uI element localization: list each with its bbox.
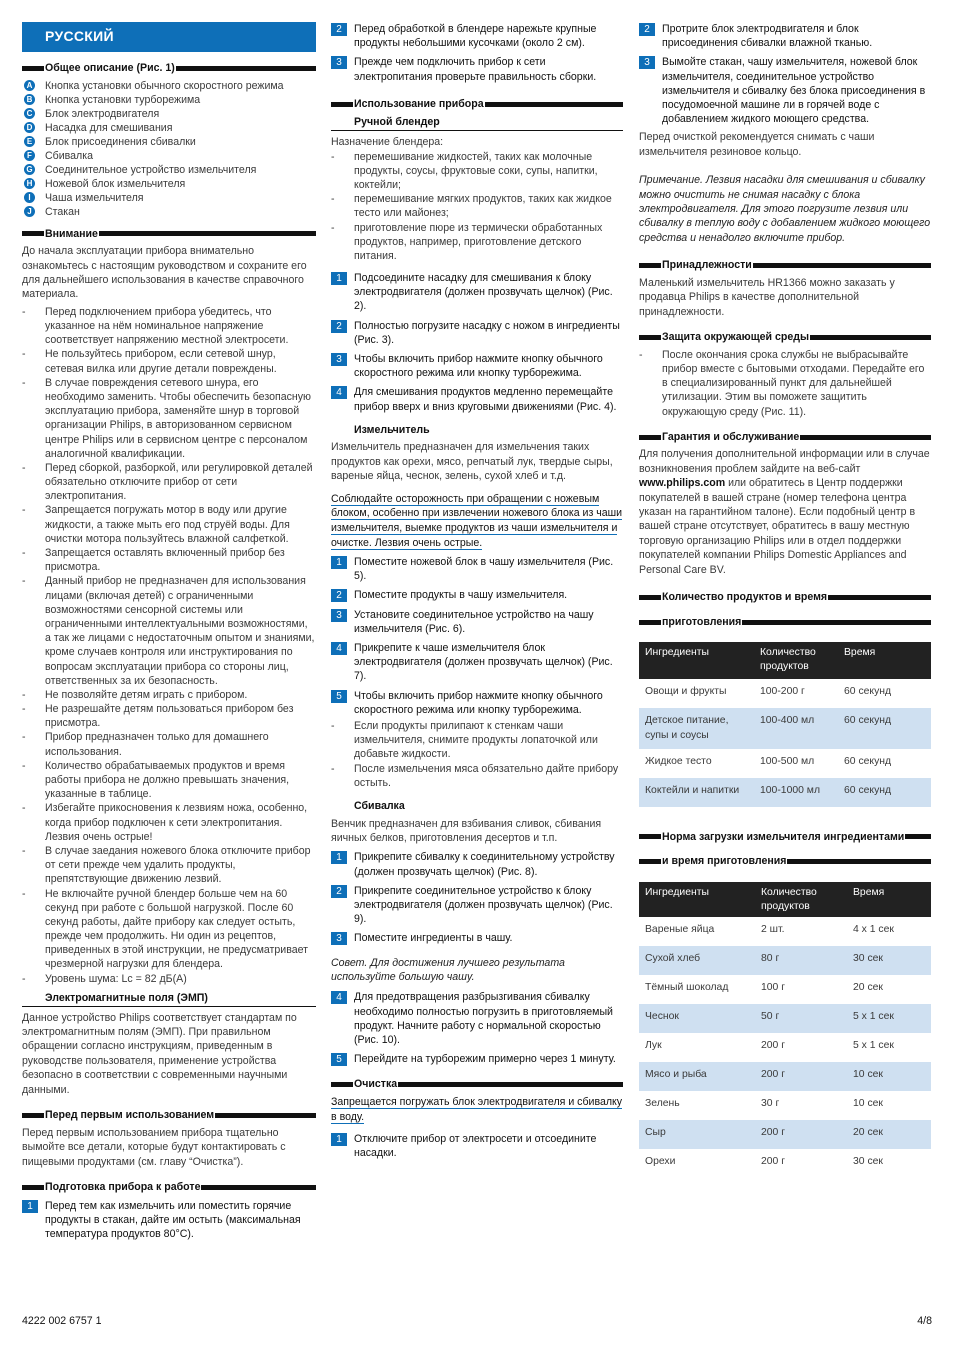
table-cell: 2 шт. (761, 924, 785, 936)
table-cell: 30 сек (853, 1156, 883, 1168)
part-item (22, 191, 316, 205)
instruction-step (331, 689, 623, 717)
step-number: 1 (331, 556, 347, 569)
table2-heading-line2: и время приготовления (639, 855, 931, 868)
step-number: 5 (331, 690, 347, 703)
table-cell: 30 г (761, 1098, 780, 1110)
table-cell: 60 секунд (844, 755, 892, 767)
instruction-step (331, 555, 623, 583)
emf-text: Данное устройство Philips соответствует стандартам по электромагнитным полям (ЭМП). При правильном обращении согласно инструкциям, приведенным в руководстве пользователя, применение устройства безопасно в соответствии с современными научными данными. (22, 1011, 297, 1096)
table-row (639, 1120, 931, 1149)
step-number: 3 (331, 932, 347, 945)
table-header: Время (847, 882, 931, 917)
warning-item: - Не пользуйтесь прибором, если сетевой шнур, сетевая вилка или другие детали повреждены. (22, 347, 316, 375)
step-text: Поместите ингредиенты в чашу. (354, 932, 513, 945)
table-cell: 20 сек (853, 982, 883, 994)
whisk-steps (331, 850, 623, 945)
part-letter-icon: C (24, 108, 35, 119)
chopper-note: - Если продукты прилипают к стенкам чаши измельчителя, снимите продукты лопаточкой или добавьте жидкости. (331, 719, 623, 762)
part-item (22, 107, 316, 121)
warning-item: - Запрещается погружать мотор в воду или другие жидкости, а также мыть его под струёй воды. Для очистки мотора пользуйтесь влажной салфеткой. (22, 503, 316, 546)
table-cell: Тёмный шоколад (645, 982, 729, 994)
table1-heading: Количество продуктов и время (639, 591, 931, 604)
table-cell: 10 сек (847, 1062, 931, 1091)
hand-blender-list (331, 150, 623, 264)
step-text: Подсоедините насадку для смешивания к блоку электродвигателя (должен прозвучать щелчок) (Рис. 2). (354, 272, 613, 313)
cleaning-note: Примечание. Лезвия насадки для смешивания и сбивалку можно очистить не снимая насадку с блока электродвигателя. Для этого погрузите лезвия или сбивалку в теплую воду с добавлением жидкого моющего средства и ненадолго включите прибор. (639, 174, 931, 244)
table-cell: 60 секунд (838, 778, 931, 807)
table-row (639, 778, 931, 807)
step-text: Перейдите на турборежим примерно через 1 минуту. (354, 1053, 616, 1066)
step-text: Установите соединительное устройство на чашу измельчителя (Рис. 6). (354, 608, 594, 635)
table-cell: 60 секунд (838, 708, 931, 748)
emf-heading: Электромагнитные поля (ЭМП) (22, 992, 316, 1007)
step-number: 4 (331, 642, 347, 655)
table-cell: Чеснок (639, 1004, 755, 1033)
table-header: Ингредиенты (639, 882, 755, 917)
instruction-step (331, 385, 623, 413)
table-row (639, 708, 931, 748)
table-row (639, 1091, 931, 1120)
warning-item: - Не разрешайте детям пользоваться прибором без присмотра. (22, 702, 316, 730)
section-first-use-heading: Перед первым использованием (22, 1109, 316, 1122)
part-label: Ножевой блок измельчителя (45, 178, 186, 191)
table-cell: 80 г (755, 946, 847, 975)
step-number: 4 (331, 386, 347, 399)
table-header: Время (838, 642, 931, 679)
part-label: Соединительное устройство измельчителя (45, 164, 257, 177)
warning-item: - Не включайте ручной блендер больше чем на 60 секунд при работе с большой нагрузкой. После 60 секунд работы, дайте прибору как следует остыть, прежде чем продолжить. Ни один из рецептов, приведенных в этой инструкции, не предусматривает чрезмерной нагрузки для блендера. (22, 887, 316, 972)
table1-heading-line2: приготовления (639, 616, 931, 629)
whisk-tip: Совет. Для достижения лучшего результата используйте большую чашу. (331, 956, 565, 983)
table-cell: Зелень (645, 1098, 680, 1110)
warning-list (22, 305, 316, 986)
table-row (639, 917, 931, 946)
hand-blender-heading: Ручной блендер (331, 116, 623, 131)
step-text: Для смешивания продуктов медленно перемещайте прибор вверх и вниз круговыми движениями (Рис. 4). (354, 386, 617, 413)
step-number: 1 (331, 851, 347, 864)
part-item (22, 79, 316, 93)
instruction-step (331, 271, 623, 314)
environment-item: - После окончания срока службы не выбрасывайте прибор вместе с бытовыми отходами. Передайте его в специализированный пункт для дальнейшей утилизации. Этим вы поможете защитить окружающую среду (Рис. 11). (639, 348, 931, 419)
warning-item: - Количество обрабатываемых продуктов и время работы прибора не должно превышать значения, указанные в таблице. (22, 759, 316, 802)
table-row (639, 749, 931, 778)
step-text: Поместите продукты в чашу измельчителя. (354, 589, 568, 602)
table-cell: 200 г (761, 1156, 786, 1168)
warning-intro: До начала эксплуатации прибора внимательно ознакомьтесь с настоящим руководством и сохраните его для дальнейшего использования в качестве справочного материала. (22, 245, 307, 301)
step-number: 5 (331, 1053, 347, 1066)
table-cell: Мясо и рыба (639, 1062, 755, 1091)
step-number: 4 (331, 991, 347, 1004)
part-letter-icon: I (24, 192, 35, 203)
step-text: Поместите ножевой блок в чашу измельчителя (Рис. 5). (354, 556, 614, 583)
section-guarantee-heading: Гарантия и обслуживание (639, 431, 931, 444)
part-label: Кнопка установки турборежима (45, 93, 201, 106)
part-item (22, 177, 316, 191)
warning-item: - Избегайте прикосновения к лезвиям ножа, особенно, когда прибор подключен к сети электропитания. Лезвия очень острые! (22, 801, 316, 844)
whisk-intro: Венчик предназначен для взбивания сливок, сбивания яичных белков, приготовления десертов и т.п. (331, 817, 602, 845)
instruction-step (331, 990, 623, 1047)
first-use-text: Перед первым использованием прибора тщательно вымойте все детали, которые будут контактировать с пищевыми продуктами (см. главу “Очистка”). (22, 1126, 286, 1168)
chopper-note: - После измельчения мяса обязательно дайте прибору остыть. (331, 762, 623, 790)
table-cell: 5 x 1 сек (847, 1004, 931, 1033)
document-code: 4222 002 6757 1 (22, 1315, 102, 1327)
section-usage-heading: Использование прибора (331, 98, 623, 111)
part-item (22, 205, 316, 219)
warning-item: - Данный прибор не предназначен для использования лицами (включая детей) с ограниченными возможностями сенсорной системы или ограниченными интеллектуальными возможностями, а так же лицами с недостаточным опытом и знаниями, кроме случаев контроля или инструктирования по вопросам эксплуатации прибора со стороны лиц, ответственных за их безопасность. (22, 574, 316, 688)
whisk-steps-2 (331, 990, 623, 1066)
table-cell: 60 секунд (844, 686, 892, 698)
step-text: Прикрепите соединительное устройство к блоку электродвигателя (должен прозвучать щелчок) (Рис. 9). (354, 884, 613, 926)
table-cell: Сухой хлеб (639, 946, 755, 975)
part-letter-icon: D (24, 122, 35, 133)
hand-blender-purpose: - перемешивание мягких продуктов, таких как жидкое тесто или майонез; (331, 192, 623, 220)
table-row (639, 1062, 931, 1091)
part-item (22, 93, 316, 107)
table-row (639, 975, 931, 1004)
prep-step: 2 Перед обработкой в блендере нарежьте крупные продукты небольшими кусочками (около 2 см). (331, 22, 623, 50)
part-label: Сбивалка (45, 150, 93, 163)
parts-list (22, 79, 316, 220)
part-letter-icon: G (24, 164, 35, 175)
step-text: Чтобы включить прибор нажмите кнопку обычного скоростного режима или кнопку турборежима. (354, 353, 603, 380)
table-cell: Орехи (645, 1156, 676, 1168)
table-cell: 100 г (761, 982, 786, 994)
section-accessories-heading: Принадлежности (639, 259, 931, 272)
cleaning-after: Перед очисткой рекомендуется снимать с чаши измельчителя резиновое кольцо. (639, 131, 875, 158)
warning-item: - Запрещается оставлять включенный прибор без присмотра. (22, 546, 316, 574)
section-general-heading: Общее описание (Рис. 1) (22, 62, 316, 75)
table-cell: 20 сек (847, 1120, 931, 1149)
table-cell: 30 сек (847, 946, 931, 975)
section-cleaning-heading: Очистка (331, 1078, 623, 1091)
clean-step: 1 Отключите прибор от электросети и отсоедините насадки. (331, 1132, 623, 1160)
step-number: 3 (331, 353, 347, 366)
table-header: Ингредиенты (639, 642, 754, 679)
section-warning-heading: Внимание (22, 228, 316, 241)
step-text: Прикрепите к чаше измельчителя блок электродвигателя (должен прозвучать щелчок) (Рис. 7). (354, 642, 613, 683)
table-cell: 5 x 1 сек (853, 1040, 894, 1052)
table-cell: Вареные яйца (645, 924, 715, 936)
table-cell: 10 сек (853, 1098, 883, 1110)
part-letter-icon: H (24, 178, 35, 189)
step-number: 2 (331, 320, 347, 333)
table-cell: 50 г (755, 1004, 847, 1033)
column-2 (331, 22, 623, 1165)
column-3 (639, 22, 931, 1194)
table-row (639, 1033, 931, 1062)
hand-blender-purpose: - перемешивание жидкостей, таких как молочные продукты, соусы, фруктовые соки, супы, напитки, коктейли; (331, 150, 623, 193)
instruction-step (331, 1052, 623, 1066)
table-header: Количество продуктов (755, 882, 847, 917)
instruction-step (331, 641, 623, 684)
part-letter-icon: E (24, 136, 35, 147)
part-letter-icon: A (24, 80, 35, 91)
part-label: Чаша измельчителя (45, 192, 144, 205)
table-row (639, 1149, 931, 1178)
table-cell: 100-500 мл (760, 755, 815, 767)
prep-step: 1 Перед тем как измельчить или поместить горячие продукты в стакан, дайте им остыть (максимальная температура продуктов 80°C). (22, 1199, 316, 1242)
whisk-heading: Сбивалка (354, 799, 405, 812)
table-row (639, 946, 931, 975)
table-row (639, 1004, 931, 1033)
part-label: Стакан (45, 206, 80, 219)
warning-item: - Не позволяйте детям играть с прибором. (22, 688, 316, 702)
part-label: Блок электродвигателя (45, 107, 160, 120)
part-letter-icon: F (24, 150, 35, 161)
section-preparation-heading: Подготовка прибора к работе (22, 1181, 316, 1194)
clean-step: 2 Протрите блок электродвигателя и блок присоединения сбивалки влажной тканью. (639, 22, 931, 50)
part-item (22, 135, 316, 149)
part-item (22, 163, 316, 177)
hand-blender-steps (331, 271, 623, 414)
prep-step: 3 Прежде чем подключить прибор к сети электропитания проверьте правильность сборки. (331, 55, 623, 83)
instruction-step (331, 931, 623, 945)
step-number: 2 (331, 589, 347, 602)
part-item (22, 149, 316, 163)
table-cell: Сыр (639, 1120, 755, 1149)
table-cell: 100-200 г (760, 686, 805, 698)
section-environment-heading: Защита окружающей среды (639, 331, 931, 344)
clean-step: 3 Вымойте стакан, чашу измельчителя, ножевой блок измельчителя, соединительное устройство измельчителя и сбивалку без блока присоединения в посудомоечной машине ли в горячей воде с добавлением жидкого моющего средства. (639, 55, 931, 126)
table-cell: 100-1000 мл (754, 778, 838, 807)
table2-heading: Норма загрузки измельчителя ингредиентами (639, 831, 931, 844)
step-text: Чтобы включить прибор нажмите кнопку обычного скоростного режима или кнопку турборежима. (354, 689, 603, 716)
instruction-step (331, 319, 623, 347)
warning-item: - В случае повреждения сетевого шнура, его необходимо заменить. Чтобы обеспечить безопасную эксплуатацию прибора, заменяйте шнур в торговой организации Philips, в авторизованном сервисном центре Philips или в сервисном центре с персоналом аналогичной квалификации. (22, 376, 316, 461)
warning-item: - В случае заедания ножевого блока отключите прибор от сети прежде чем удалить продукты, препятствующие движению лезвий. (22, 844, 316, 887)
table-cell: Детское питание, супы и соусы (639, 708, 754, 748)
part-item (22, 121, 316, 135)
table-cell: 200 г (761, 1040, 786, 1052)
instruction-step (331, 352, 623, 380)
table-header: Количество продуктов (754, 642, 838, 679)
hand-blender-intro: Назначение блендера: (331, 136, 444, 149)
table-cell: Лук (645, 1040, 662, 1052)
chopper-notes (331, 719, 623, 790)
warning-item: - Перед сборкой, разборкой, или регулировкой деталей обязательно отключите прибор от сети электропитания. (22, 461, 316, 504)
instruction-step (331, 608, 623, 636)
column-1 (22, 22, 316, 1245)
table-row (639, 679, 931, 708)
cleaning-warning: Запрещается погружать блок электродвигателя и сбивалку в воду. (331, 1096, 623, 1123)
table-cell: Коктейли и напитки (639, 778, 754, 807)
philips-website-link[interactable]: www.philips.com (639, 477, 726, 490)
table-cell: 200 г (755, 1120, 847, 1149)
chopper-table (639, 882, 931, 1178)
step-text: Для предотвращения разбрызгивания сбивалку необходимо полностью погрузить в приготовляемый продукт. Начните работу с нормальной скоростью (Рис. 10). (354, 991, 613, 1046)
chopper-heading: Измельчитель (354, 423, 430, 436)
part-label: Насадка для смешивания (45, 121, 173, 134)
table-cell: 100-400 мл (754, 708, 838, 748)
step-number: 3 (331, 609, 347, 622)
language-title: РУССКИЙ (22, 22, 316, 52)
table-cell: Овощи и фрукты (645, 686, 727, 698)
part-label: Блок присоединения сбивалки (45, 136, 196, 149)
table-cell: 200 г (755, 1062, 847, 1091)
chopper-warning: Соблюдайте осторожность при обращении с ножевым блоком, особенно при извлечении ножевого блока из чаши измельчителя, выемке продуктов из чаши измельчителя и очистке. Лезвия очень острые. (331, 492, 623, 549)
guarantee-text: Для получения дополнительной информации или в случае возникновения проблем зайдите на веб-сайт www.philips.com или обратитесь в Центр поддержки покупателей в вашей стране (номер телефона центра указан на гарантийном талоне). Если подобный центр в вашей стране отсутствует, обратитесь в вашу местную торговую организацию Philips или в отдел поддержки покупателей компании Philips Domestic Appliances and Personal Care BV. (639, 448, 930, 576)
step-text: Прикрепите сбивалку к соединительному устройству (должен прозвучать щелчок) (Рис. 8). (354, 851, 615, 878)
page-number: 4/8 (917, 1315, 932, 1327)
step-text: Полностью погрузите насадку с ножом в ингредиенты (Рис. 3). (354, 319, 620, 346)
chopper-intro: Измельчитель предназначен для измельчения таких продуктов как орехи, мясо, репчатый лук, твердые сыры, вареные яйца, чеснок, зелень, сухой хлеб и т.д. (331, 441, 613, 483)
quantities-table (639, 642, 931, 806)
instruction-step (331, 850, 623, 878)
part-letter-icon: J (24, 206, 35, 217)
step-number: 1 (331, 272, 347, 285)
environment-list (639, 348, 931, 419)
part-letter-icon: B (24, 94, 35, 105)
instruction-step (331, 884, 623, 927)
part-label: Кнопка установки обычного скоростного режима (45, 79, 284, 92)
warning-item: - Уровень шума: Lc = 82 дБ(A) (22, 972, 316, 986)
warning-item: - Перед подключением прибора убедитесь, что указанное на нём номинальное напряжение соответствует напряжению местной электросети. (22, 305, 316, 348)
accessories-text: Маленький измельчитель HR1366 можно заказать у продавца Philips в качестве дополнительной принадлежности. (639, 276, 895, 318)
chopper-steps (331, 555, 623, 717)
step-number: 2 (331, 885, 347, 898)
hand-blender-purpose: - приготовление пюре из термически обработанных продуктов, например, приготовление детского питания. (331, 221, 623, 264)
warning-item: - Прибор предназначен только для домашнего использования. (22, 730, 316, 758)
table-cell: 4 x 1 сек (853, 924, 894, 936)
table-cell: Жидкое тесто (645, 755, 712, 767)
instruction-step (331, 588, 623, 602)
